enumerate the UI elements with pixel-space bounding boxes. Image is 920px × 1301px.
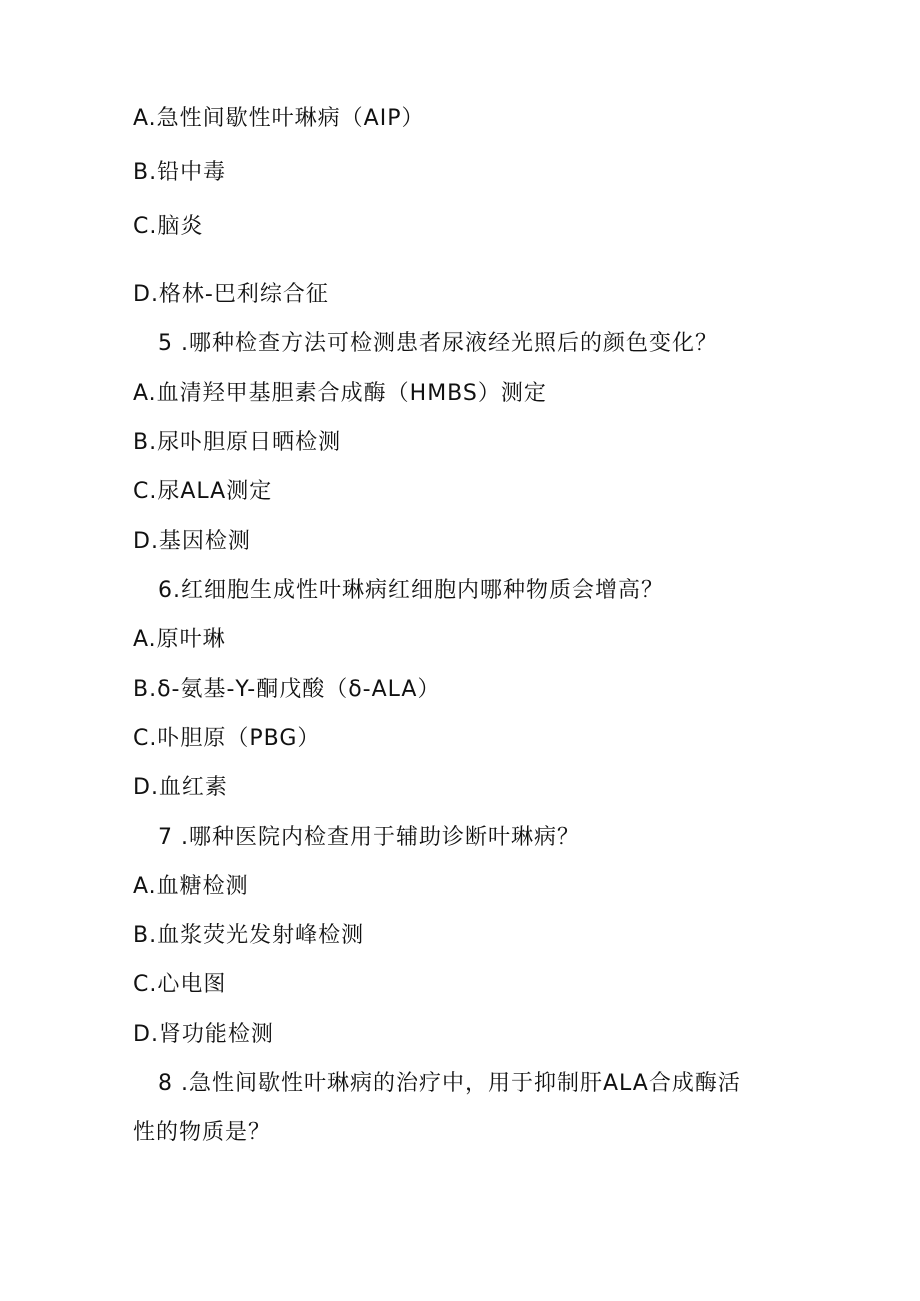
q6-option-b: B.δ-氨基-Y-酮戊酸（δ-ALA）	[133, 677, 441, 702]
q5-option-b: B.尿卟胆原日晒检测	[133, 430, 342, 455]
q5-option-d: D.基因检测	[133, 529, 251, 554]
q6-option-d: D.血红素	[133, 775, 228, 800]
q5-option-c: C.尿ALA测定	[133, 479, 273, 504]
q4-option-a: A.急性间歇性叶琳病（AIP）	[133, 106, 425, 131]
q5-question: 5 .哪种检查方法可检测患者尿液经光照后的颜色变化？	[158, 331, 718, 356]
q4-option-c: C.脑炎	[133, 214, 204, 239]
q4-option-b: B.铅中毒	[133, 160, 227, 185]
q4-option-d: D.格林-巴利综合征	[133, 282, 329, 307]
q7-question: 7 .哪种医院内检查用于辅助诊断叶琳病？	[158, 825, 580, 850]
q5-option-a: A.血清羟甲基胆素合成酶（HMBS）测定	[133, 381, 547, 406]
q7-option-a: A.血糖检测	[133, 874, 249, 899]
q6-option-c: C.卟胆原（PBG）	[133, 726, 321, 751]
q7-option-d: D.肾功能检测	[133, 1022, 274, 1047]
q8-question-line2: 性的物质是？	[133, 1120, 272, 1145]
q6-option-a: A.原叶琳	[133, 627, 226, 652]
q8-question-line1: 8 .急性间歇性叶琳病的治疗中，用于抑制肝ALA合成酶活	[158, 1071, 741, 1096]
q7-option-c: C.心电图	[133, 972, 227, 997]
q7-option-b: B.血浆荧光发射峰检测	[133, 923, 365, 948]
q6-question: 6.红细胞生成性叶琳病红细胞内哪种物质会增高？	[158, 578, 664, 603]
